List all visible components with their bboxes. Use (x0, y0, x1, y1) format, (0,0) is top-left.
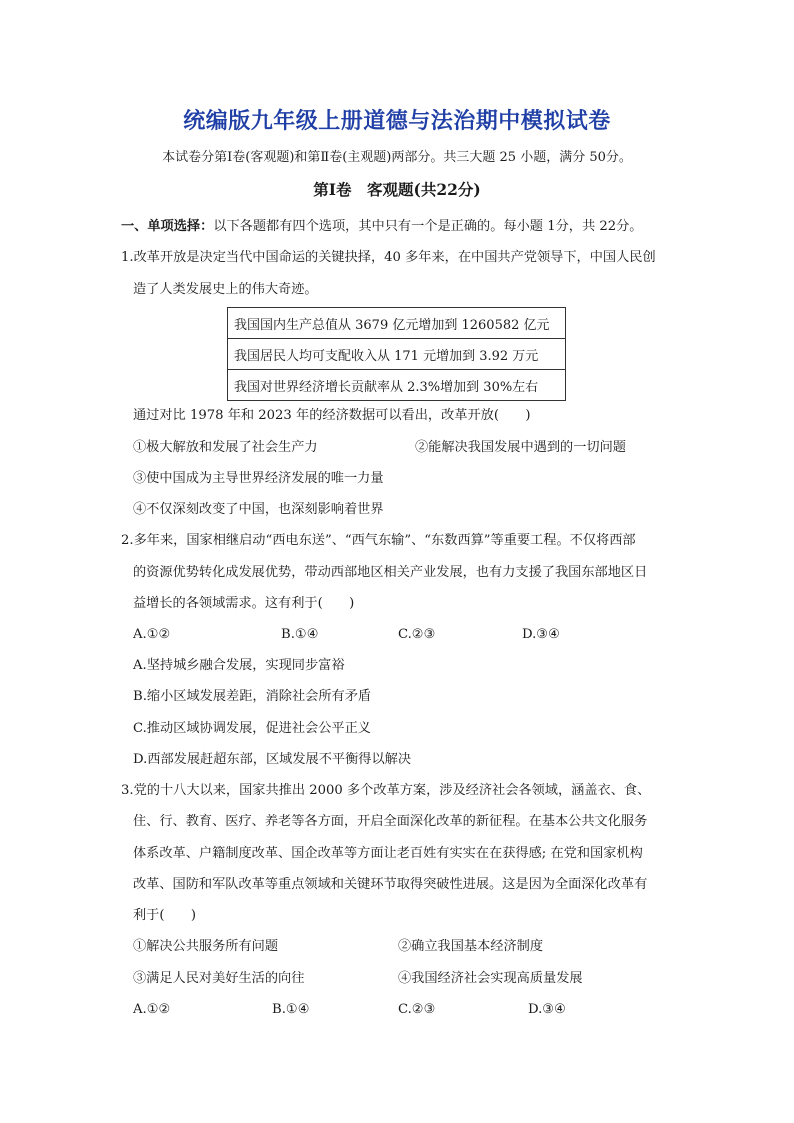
instructions-text: 以下各题都有四个选项，其中只有一个是正确的。每小题 1分，共 22分。 (213, 219, 643, 234)
q1-stem-line: 1.改革开放是决定当代中国命运的关键抉择，40 多年来，在中国共产党领导下，中国人民创 (121, 250, 656, 265)
q3-stem-line: 3.党的十八大以来，国家共推出 2000 多个改革方案，涉及经济社会各领域，涵盖衣、食、 (121, 783, 651, 798)
table-row (228, 339, 566, 370)
q3-statement: ②确立我国基本经济制度 (398, 939, 544, 954)
q2-choice-a[interactable]: A.①② (133, 627, 171, 642)
q2-stem-line: 2.多年来，国家相继启动“西电东送”、“西气东输”、“东数西算”等重要工程。不仅将西部 (121, 533, 636, 548)
table-cell: 我国居民人均可支配收入从 171 元增加到 3.92 万元 (228, 339, 566, 370)
q3-stem-line: 住、行、教育、医疗、养老等各方面，开启全面深化改革的新征程。在基本公共文化服务 (133, 814, 648, 829)
q3-choice-d[interactable]: D.③④ (528, 1002, 566, 1017)
q2-choice-b[interactable]: B.①④ (281, 627, 319, 642)
q2-choice-d[interactable]: D.③④ (522, 627, 560, 642)
q1-statement: ③使中国成为主导世界经济发展的唯一力量 (133, 471, 384, 486)
page-title: 统编版九年级上册道德与法治期中模拟试卷 (183, 109, 611, 134)
q3-choice-a[interactable]: A.①② (133, 1002, 171, 1017)
table-cell: 我国国内生产总值从 3679 亿元增加到 1260582 亿元 (228, 308, 566, 339)
q3-choice-c[interactable]: C.②③ (398, 1002, 436, 1017)
q2-stem-line: 的资源优势转化成发展优势，带动西部地区相关产业发展，也有力支援了我国东部地区日 (133, 565, 648, 580)
q2-option-c[interactable]: C.推动区域协调发展，促进社会公平正义 (133, 721, 371, 736)
instructions-label: 一、单项选择： (121, 219, 214, 234)
q3-choice-b[interactable]: B.①④ (272, 1002, 310, 1017)
table-row (228, 308, 566, 339)
q1-data-table (227, 307, 566, 401)
q3-stem-line: 利于( ) (133, 908, 197, 923)
table-cell: 我国对世界经济增长贡献率从 2.3%增加到 30%左右 (228, 370, 566, 401)
table-row (228, 370, 566, 401)
q1-statement: ①极大解放和发展了社会生产力 (133, 440, 318, 455)
q1-question: 通过对比 1978 年和 2023 年的经济数据可以看出，改革开放( ) (133, 408, 531, 423)
q3-statement: ③满足人民对美好生活的向往 (133, 971, 305, 986)
q3-stem-line: 体系改革、户籍制度改革、国企改革等方面让老百姓有实实在在获得感; 在党和国家机构 (133, 846, 643, 861)
q2-option-d[interactable]: D.西部发展赶超东部，区域发展不平衡得以解决 (133, 752, 412, 767)
section-heading: 第Ⅰ卷 客观题(共22分) (313, 180, 481, 199)
instructions (121, 218, 643, 236)
q3-statement: ①解决公共服务所有问题 (133, 939, 279, 954)
q2-choice-c[interactable]: C.②③ (398, 627, 436, 642)
q2-option-a[interactable]: A.坚持城乡融合发展，实现同步富裕 (133, 658, 345, 673)
q3-statement: ④我国经济社会实现高质量发展 (398, 971, 583, 986)
q1-statement: ④不仅深刻改变了中国，也深刻影响着世界 (133, 502, 384, 517)
q2-option-b[interactable]: B.缩小区域发展差距，消除社会所有矛盾 (133, 689, 372, 704)
q1-stem-line: 造了人类发展史上的伟大奇迹。 (133, 282, 318, 297)
page-subtitle: 本试卷分第Ⅰ卷(客观题)和第Ⅱ卷(主观题)两部分。共三大题 25 小题，满分 50分。 (162, 150, 632, 165)
q3-stem-line: 改革、国防和军队改革等重点领域和关键环节取得突破性进展。这是因为全面深化改革有 (133, 877, 648, 892)
q2-stem-line: 益增长的各领域需求。这有利于( ) (133, 596, 355, 611)
q1-statement: ②能解决我国发展中遇到的一切问题 (415, 440, 626, 455)
